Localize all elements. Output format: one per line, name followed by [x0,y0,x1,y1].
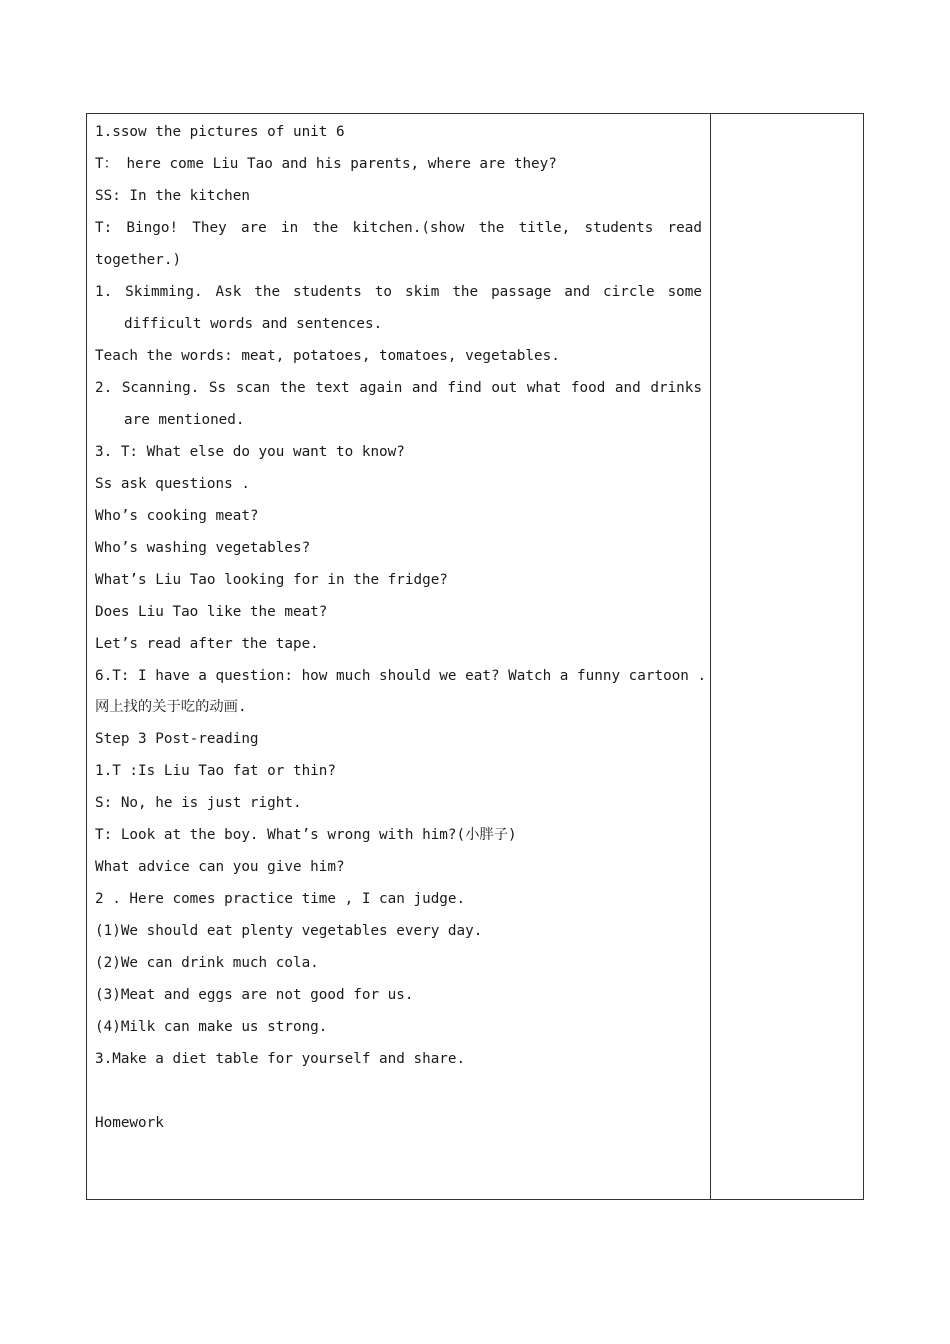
line-22: S: No, he is just right. [95,795,302,811]
line-19: 网上找的关于吃的动画. [95,699,247,715]
line-13: Who’s cooking meat? [95,508,259,524]
line-3: SS: In the kitchen [95,188,250,204]
line-28: (3)Meat and eggs are not good for us. [95,987,414,1003]
homework-heading: Homework [95,1115,164,1131]
line-2: T： here come Liu Tao and his parents, where are they? [95,156,557,172]
line-25: 2 . Here comes practice time , I can judge. [95,891,466,907]
line-17: Let’s read after the tape. [95,636,319,652]
lesson-plan-table [86,113,864,1200]
line-24: What advice can you give him? [95,859,345,875]
line-6: 1. Skimming. Ask the students to skim the passage and circle some [95,284,702,300]
teaching-procedure-cell [87,114,711,1199]
line-27: (2)We can drink much cola. [95,955,319,971]
line-4: T: Bingo! They are in the kitchen.(show the title, students read [95,220,702,236]
line-10: are mentioned. [124,412,245,428]
line-15: What’s Liu Tao looking for in the fridge? [95,572,448,588]
notes-cell [711,114,863,1199]
line-21: 1.T :Is Liu Tao fat or thin? [95,763,337,779]
line-7: difficult words and sentences. [124,316,383,332]
line-12: Ss ask questions . [95,476,250,492]
line-16: Does Liu Tao like the meat? [95,604,328,620]
line-5: together.) [95,252,182,268]
line-30: 3.Make a diet table for yourself and share. [95,1051,466,1067]
line-14: Who’s washing vegetables? [95,540,311,556]
line-1: 1.ssow the pictures of unit 6 [95,124,345,140]
line-11: 3. T: What else do you want to know? [95,444,405,460]
line-23: T: Look at the boy. What’s wrong with him?(小胖子) [95,827,517,843]
line-9: 2. Scanning. Ss scan the text again and find out what food and drinks [95,380,702,396]
line-8: Teach the words: meat, potatoes, tomatoes, vegetables. [95,348,560,364]
line-20: Step 3 Post-reading [95,731,259,747]
line-29: (4)Milk can make us strong. [95,1019,328,1035]
line-18: 6.T: I have a question: how much should we eat? Watch a funny cartoon . [95,668,707,684]
line-26: (1)We should eat plenty vegetables every day. [95,923,483,939]
